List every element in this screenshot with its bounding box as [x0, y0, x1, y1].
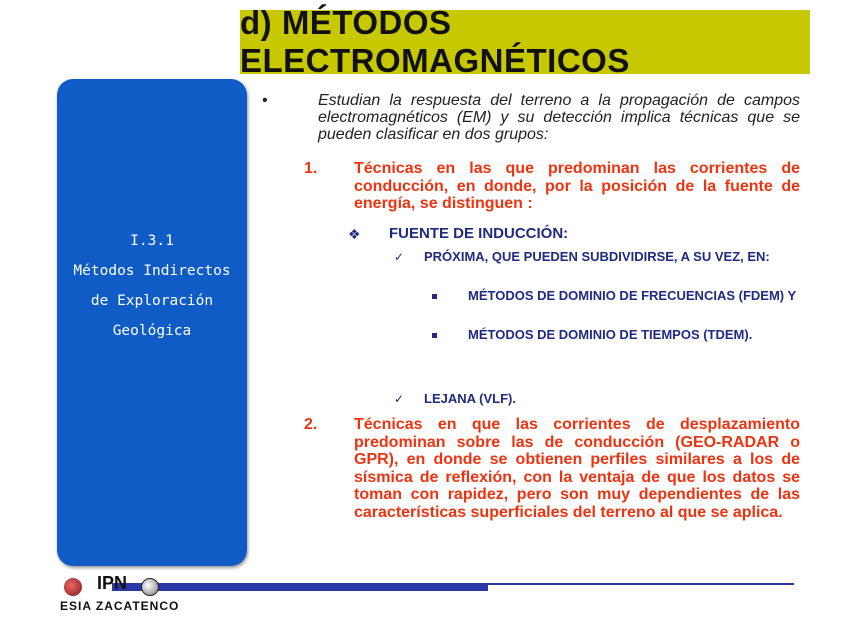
tdem-text: MÉTODOS DE DOMINIO DE TIEMPOS (TDEM).: [468, 327, 753, 342]
item-1-number: 1.: [304, 160, 318, 177]
slide-title: d) MÉTODOS ELECTROMAGNÉTICOS: [240, 4, 630, 79]
check-icon: ✓: [394, 250, 405, 264]
item-2-number: 2.: [304, 416, 318, 433]
globe-icon: [141, 578, 159, 596]
section-line-2: Métodos Indirectos: [73, 263, 231, 279]
diamond-bullet-icon: ❖: [348, 226, 361, 242]
square-bullet-icon: [432, 294, 437, 299]
item-2-text: Técnicas en que las corrientes de desplazamiento predominan sobre las de conducción (GEO-RADAR o GPR), en donde se obtienen perfiles similares a los de sísmica de reflexión, con la ventaja de que los datos se toman con rapidez, pero son muy dependientes de las características superficiales del terreno al que se aplica.: [354, 416, 800, 521]
proxima-text: PRÓXIMA, QUE PUEDEN SUBDIVIDIRSE, A SU VEZ, EN:: [424, 249, 770, 264]
section-line-4: Geológica: [112, 323, 192, 339]
section-panel: [57, 79, 247, 566]
ipn-logo-text: IPN: [97, 573, 128, 593]
title-banner: [240, 4, 810, 79]
section-code: I.3.1: [130, 233, 174, 249]
fdem-text: MÉTODOS DE DOMINIO DE FRECUENCIAS (FDEM) Y: [468, 288, 797, 303]
footer-band: [112, 585, 488, 591]
school-label: ESIA ZACATENCO: [60, 599, 180, 613]
square-bullet-icon: [432, 333, 437, 338]
seal-icon: [64, 578, 82, 596]
section-label: [57, 226, 247, 346]
lead-paragraph: Estudian la respuesta del terreno a la propagación de campos electromagnéticos (EM) y su detección implica técnicas que se pueden clasificar en dos grupos:: [318, 92, 800, 143]
source-heading: FUENTE DE INDUCCIÓN:: [389, 225, 569, 242]
check-icon: ✓: [394, 392, 405, 406]
section-line-3: de Exploración: [90, 293, 214, 309]
item-1-text: Técnicas en las que predominan las corrientes de conducción, en donde, por la posición de la fuente de energía, se distinguen :: [354, 160, 800, 212]
lejana-text: LEJANA (VLF).: [424, 391, 516, 406]
bullet-icon: •: [262, 92, 268, 109]
